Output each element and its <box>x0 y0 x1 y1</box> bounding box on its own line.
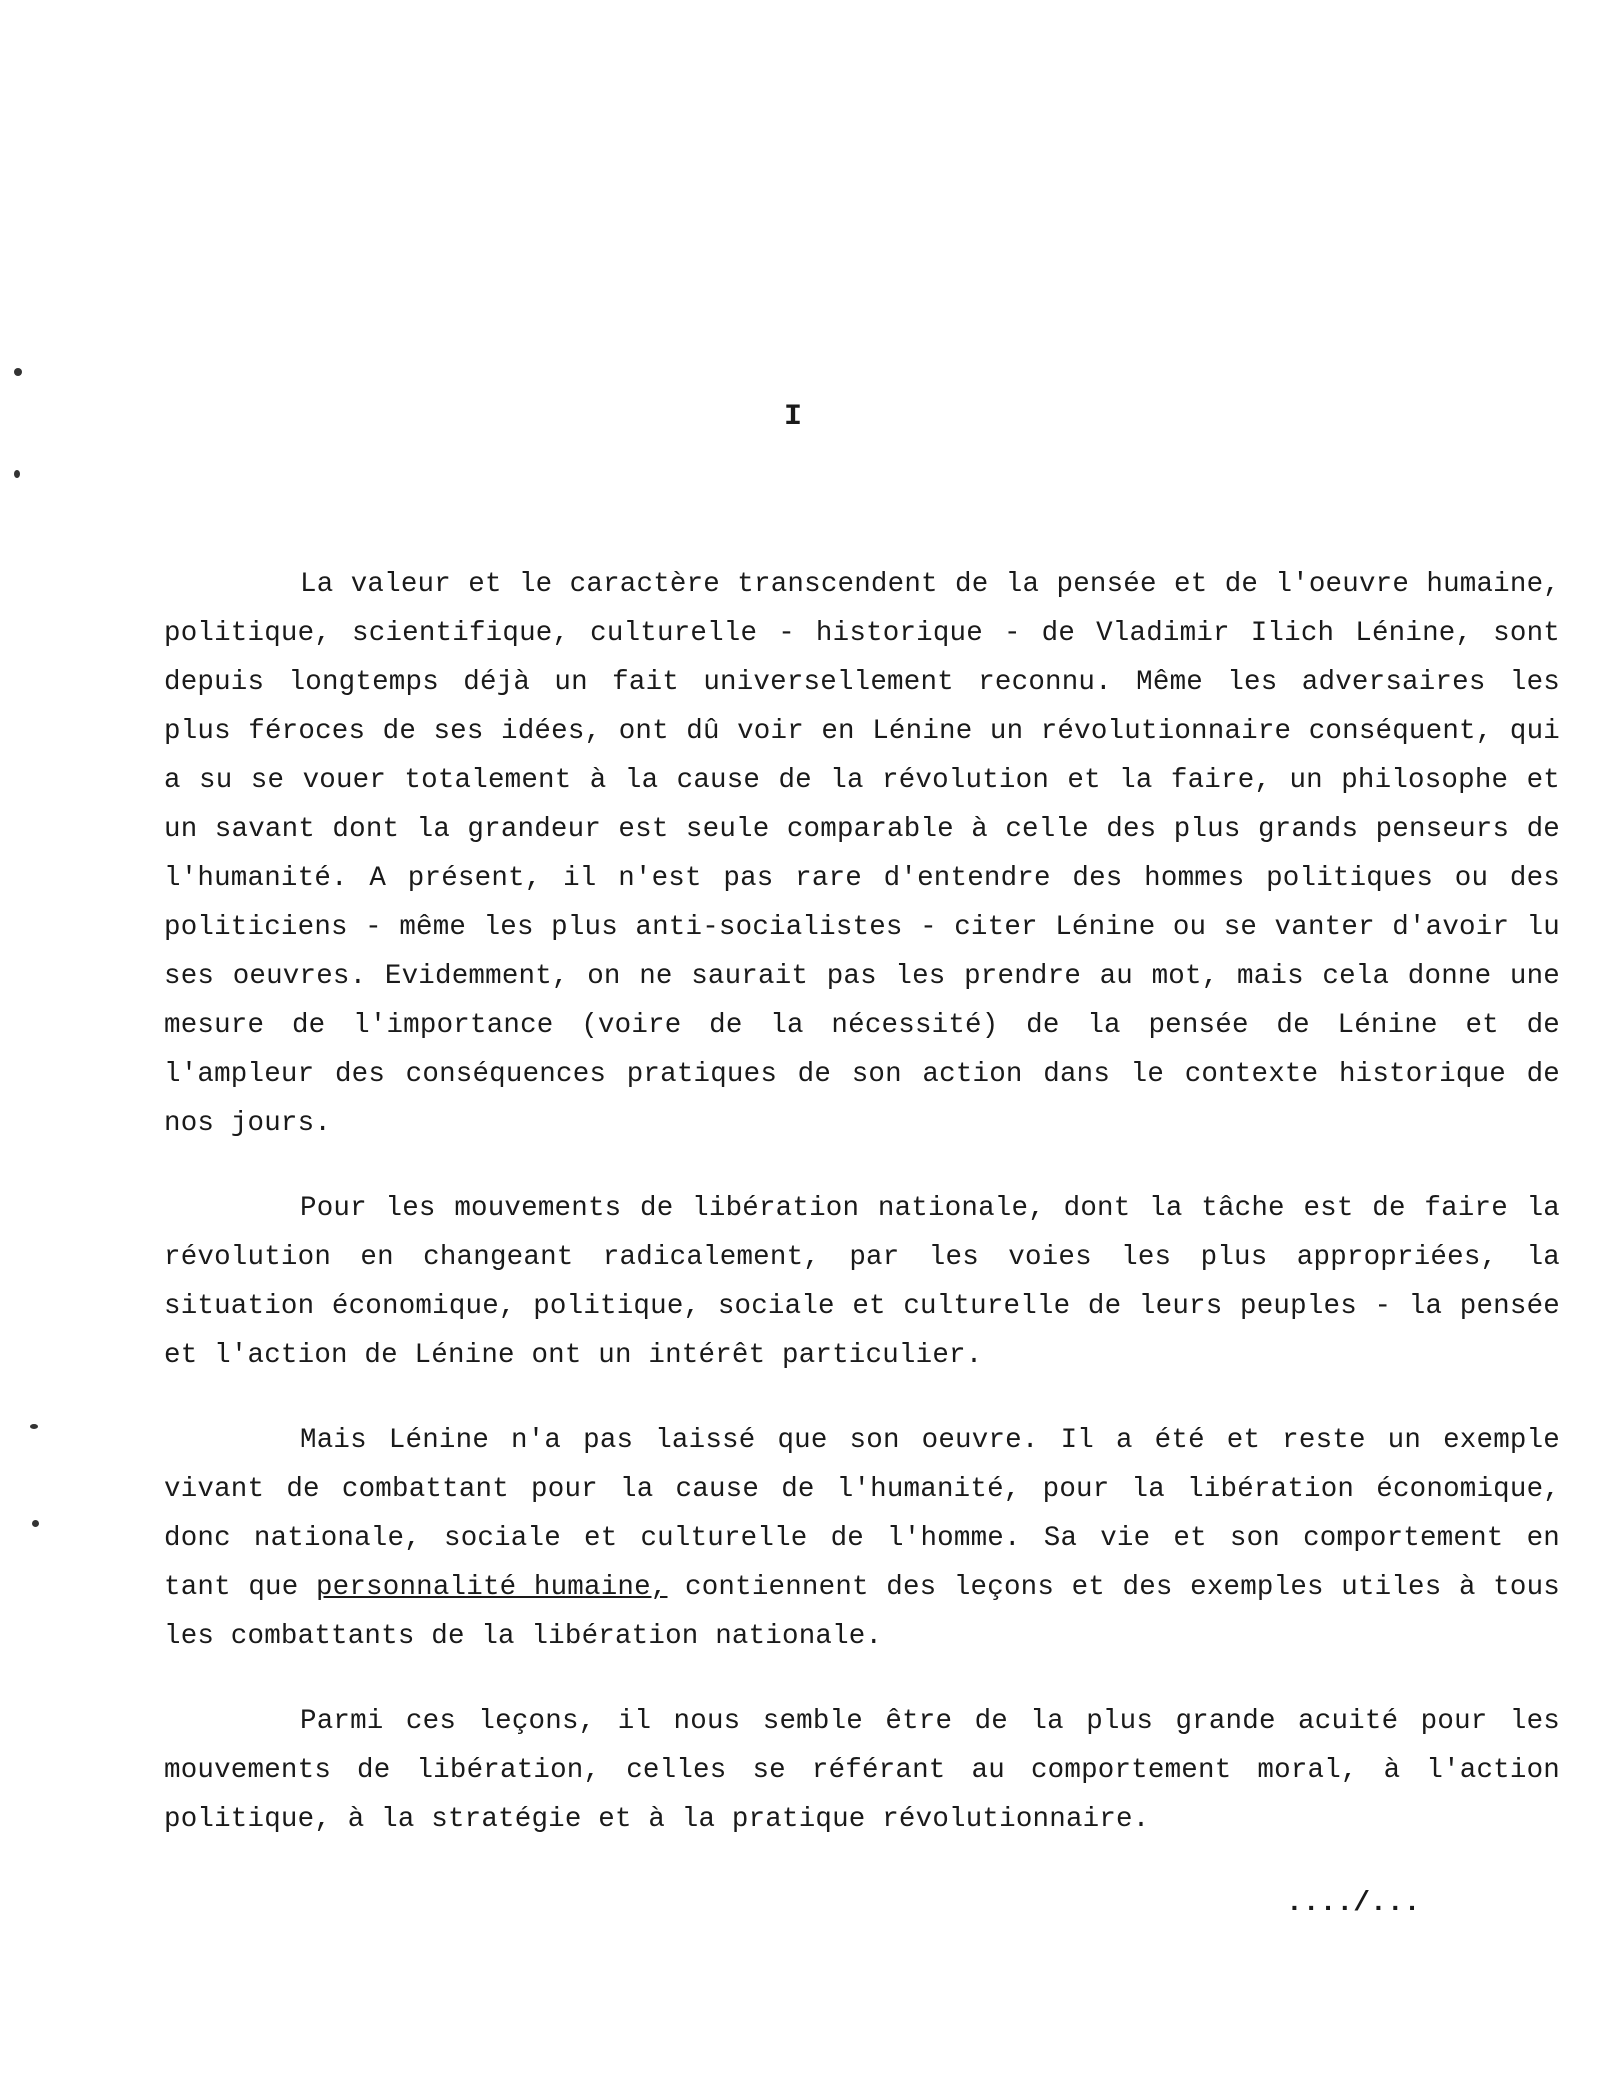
margin-mark <box>14 470 20 478</box>
paragraph-3-text-start: Mais Lénine n'a pas laissé que son oeuvre. Il a été et reste un exemple vivant de combattant pour la cause de l'humanité, pour la libération économique, donc nationale, sociale et culturelle de l'homme. Sa vie et son comportement en tant que <box>164 1425 1560 1603</box>
paragraph-2: Pour les mouvements de libération nationale, dont la tâche est de faire la révolution en changeant radicalement, par les voies les plus appropriées, la situation économique, politique, sociale et culturelle de leurs peuples - la pensée et l'action de Lénine ont un intérêt particulier. <box>164 1193 1560 1371</box>
paragraph-3-text-end: contiennent des leçons et des exemples utiles à tous les combattants de la libération nationale. <box>164 1572 1560 1652</box>
margin-mark <box>14 368 22 376</box>
margin-mark <box>30 1424 38 1429</box>
paragraph-4: Parmi ces leçons, il nous semble être de la plus grande acuité pour les mouvements de libération, celles se référant au comportement moral, à l'action politique, à la stratégie et à la pratique révolutionnaire. <box>164 1706 1560 1835</box>
paragraph-3 <box>164 1416 1560 1661</box>
margin-mark <box>32 1520 39 1527</box>
underlined-phrase: personnalité humaine, <box>315 1572 668 1603</box>
paragraph-1: La valeur et le caractère transcendent de la pensée et de l'oeuvre humaine, politique, scientifique, culturelle - historique - de Vladimir Ilich Lénine, sont depuis longtemps déjà un fait universellement reconnu. Même les adversaires les plus féroces de ses idées, ont dû voir en Lénine un révolutionnaire conséquent, qui a su se vouer totalement à la cause de la révolution et la faire, un philosophe et un savant dont la grandeur est seule comparable à celle des plus grands penseurs de l'humanité. A présent, il n'est pas rare d'entendre des hommes politiques ou des politiciens - même les plus anti-socialistes - citer Lénine ou se vanter d'avoir lu ses oeuvres. Evidemment, on ne saurait pas les prendre au mot, mais cela donne une mesure de l'importance (voire de la nécessité) de la pensée de Lénine et de l'ampleur des conséquences pratiques de son action dans le contexte historique de nos jours. <box>164 569 1560 1139</box>
continuation-mark: ..../... <box>1286 1888 1421 1919</box>
section-number: I <box>784 400 803 434</box>
body-text <box>164 560 1560 1880</box>
